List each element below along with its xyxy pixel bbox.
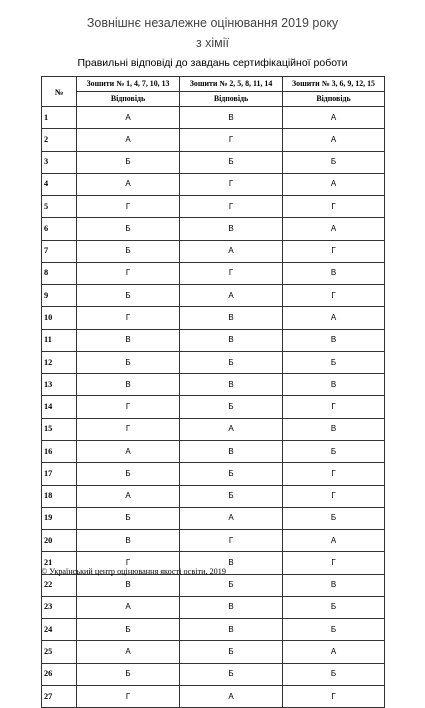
answer-cell: Б [283,351,385,373]
answer-cell: А [283,307,385,329]
answer-cell: Б [180,463,283,485]
table-row [42,641,385,663]
answer-cell: Б [77,351,180,373]
table-row [42,619,385,641]
answer-cell: А [283,107,385,129]
answer-cell: Г [283,285,385,307]
answer-cell: А [283,530,385,552]
answer-cell: Г [180,530,283,552]
answer-cell: А [77,107,180,129]
answer-cell: Б [283,151,385,173]
task-number-cell: 16 [42,440,77,462]
answer-cell: В [77,574,180,596]
task-number-cell: 23 [42,596,77,618]
answer-cell: А [283,641,385,663]
task-number-cell: 2 [42,129,77,151]
answer-cell: А [77,596,180,618]
table-row [42,374,385,396]
answer-cell: В [180,440,283,462]
task-number-cell: 26 [42,663,77,685]
answer-cell: Б [180,351,283,373]
answer-cell: Б [283,440,385,462]
answer-cell: Б [77,463,180,485]
answer-cell: Б [180,663,283,685]
table-row [42,418,385,440]
answer-cell: А [180,685,283,707]
document-title: Зовнішнє незалежне оцінювання 2019 року [86,16,339,30]
answer-cell: А [77,485,180,507]
answer-column-header-2: Відповідь [180,92,283,107]
table-row [42,107,385,129]
table-row [42,663,385,685]
answer-cell: В [180,374,283,396]
table-row [42,329,385,351]
answer-cell: В [77,374,180,396]
table-subheader-row [42,92,385,107]
task-number-cell: 20 [42,530,77,552]
answer-cell: Г [77,196,180,218]
answer-cell: Б [283,507,385,529]
table-row [42,240,385,262]
answer-cell: Г [283,685,385,707]
answer-cell: Б [180,641,283,663]
task-number-cell: 5 [42,196,77,218]
answer-cell: Б [283,596,385,618]
answer-cell: Б [283,619,385,641]
task-number-cell: 18 [42,485,77,507]
task-number-cell: 6 [42,218,77,240]
table-row [42,173,385,195]
table-row [42,307,385,329]
answer-cell: Б [77,507,180,529]
answer-cell: А [283,129,385,151]
answer-cell: В [283,374,385,396]
answer-cell: А [77,173,180,195]
booklet-group-header-3: Зошити № 3, 6, 9, 12, 15 [283,77,385,92]
task-number-cell: 19 [42,507,77,529]
task-number-cell: 8 [42,262,77,284]
table-header-row [42,77,385,92]
answer-cell: В [77,530,180,552]
task-number-cell: 10 [42,307,77,329]
task-number-cell: 3 [42,151,77,173]
answer-cell: Б [77,663,180,685]
answers-table [41,76,385,708]
answer-cell: Б [77,218,180,240]
answer-cell: В [180,329,283,351]
task-number-cell: 22 [42,574,77,596]
answer-cell: Г [180,173,283,195]
answer-cell: Г [283,485,385,507]
answer-cell: А [283,218,385,240]
answer-cell: Б [77,151,180,173]
answer-cell: А [77,129,180,151]
answer-cell: А [180,418,283,440]
answer-cell: Г [283,463,385,485]
task-number-cell: 13 [42,374,77,396]
answer-cell: В [180,552,283,574]
answer-cell: В [180,307,283,329]
answer-cell: Б [77,240,180,262]
table-row [42,351,385,373]
answer-cell: Б [180,396,283,418]
task-number-cell: 14 [42,396,77,418]
task-number-cell: 17 [42,463,77,485]
task-number-cell: 1 [42,107,77,129]
answer-cell: Б [180,151,283,173]
table-row [42,151,385,173]
answer-cell: Г [77,307,180,329]
copyright-footer: © Український центр оцінювання якості освіти, 2019 [41,567,226,576]
task-number-cell: 27 [42,685,77,707]
answer-cell: Б [180,574,283,596]
answer-column-header-1: Відповідь [77,92,180,107]
answer-cell: В [283,574,385,596]
answer-cell: Г [180,196,283,218]
answer-cell: В [180,619,283,641]
answer-cell: Б [77,285,180,307]
table-row [42,440,385,462]
number-column-header: № [42,77,77,107]
answer-cell: В [283,329,385,351]
table-row [42,262,385,284]
task-number-cell: 4 [42,173,77,195]
answer-cell: Г [77,396,180,418]
answer-cell: А [180,285,283,307]
table-row [42,574,385,596]
task-number-cell: 25 [42,641,77,663]
task-number-cell: 7 [42,240,77,262]
answer-cell: В [180,596,283,618]
task-number-cell: 9 [42,285,77,307]
table-row [42,196,385,218]
answer-cell: Г [283,240,385,262]
document-subtitle: Правильні відповіді до завдань сертифікаційної роботи [77,57,348,69]
answer-cell: Г [180,129,283,151]
task-number-cell: 11 [42,329,77,351]
answer-cell: Г [283,196,385,218]
answer-cell: А [180,240,283,262]
task-number-cell: 15 [42,418,77,440]
answer-cell: В [180,218,283,240]
answer-cell: А [283,173,385,195]
table-row [42,285,385,307]
table-row [42,485,385,507]
answer-cell: В [283,418,385,440]
answer-cell: А [180,507,283,529]
answer-cell: Г [77,262,180,284]
answer-cell: Г [283,396,385,418]
task-number-cell: 21 [42,552,77,574]
document-title-subject: з хімії [195,36,230,50]
booklet-group-header-1: Зошити № 1, 4, 7, 10, 13 [77,77,180,92]
answer-cell: А [77,440,180,462]
table-row [42,463,385,485]
answer-cell: В [77,329,180,351]
task-number-cell: 12 [42,351,77,373]
answer-cell: Г [77,418,180,440]
answer-column-header-3: Відповідь [283,92,385,107]
table-row [42,507,385,529]
answer-cell: В [283,262,385,284]
answer-cell: Б [180,485,283,507]
answer-cell: Г [180,262,283,284]
answer-cell: Г [77,685,180,707]
answer-cell: Г [283,552,385,574]
booklet-group-header-2: Зошити № 2, 5, 8, 11, 14 [180,77,283,92]
task-number-cell: 24 [42,619,77,641]
table-row [42,396,385,418]
answer-cell: А [77,641,180,663]
answers-table-body [42,107,385,708]
answer-cell: Г [77,552,180,574]
table-row [42,530,385,552]
answer-cell: В [180,107,283,129]
table-row [42,685,385,707]
answer-cell: Б [77,619,180,641]
table-row [42,129,385,151]
answer-cell: Б [283,663,385,685]
table-row [42,218,385,240]
